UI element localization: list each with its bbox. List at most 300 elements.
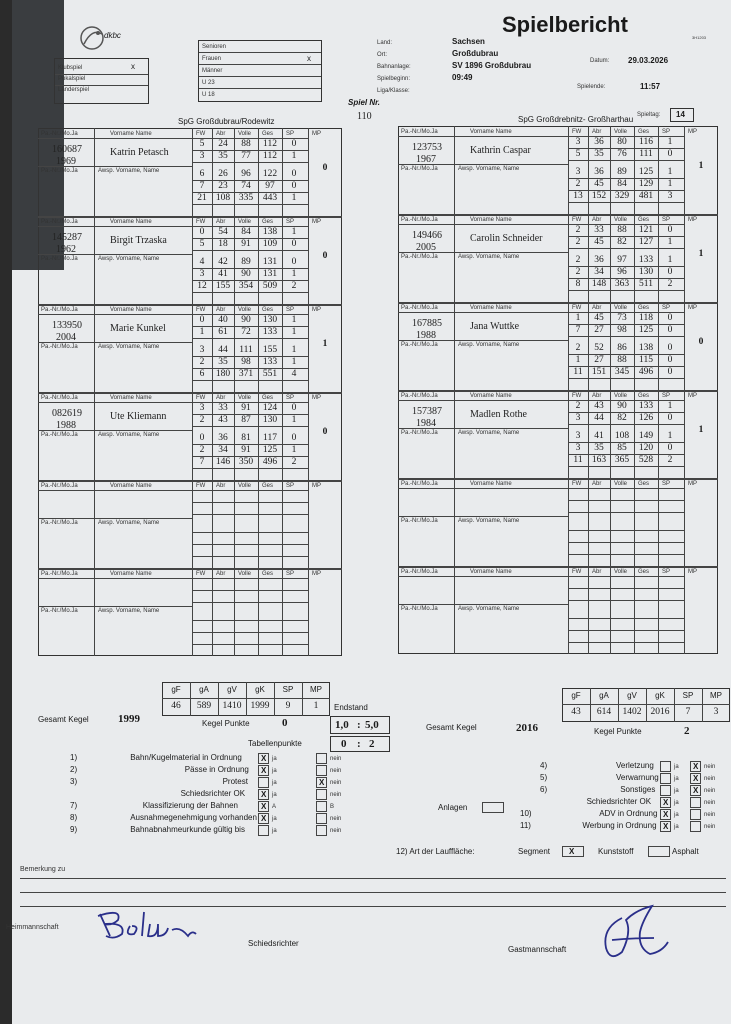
game-cell: 0 (667, 313, 673, 323)
row-divider (199, 76, 321, 77)
game-cell: 90 (617, 401, 627, 411)
checklist-nein-box[interactable] (316, 789, 327, 800)
endstand-home: 1,0 (335, 719, 349, 731)
col-line (234, 568, 235, 656)
col-sp-label: SP (286, 307, 295, 313)
game-cell: 0 (667, 413, 673, 423)
checklist-nein-mark: X (693, 786, 699, 795)
col-sp-label: SP (662, 217, 671, 223)
row-line (192, 514, 308, 515)
game-cell: 2 (575, 267, 581, 277)
col-line (568, 478, 569, 566)
game-cell: 127 (638, 237, 654, 247)
player-name: Katrin Petasch (110, 147, 169, 158)
col-pass-label: Pa.-Nr./Mo.Ja (401, 254, 438, 260)
checklist-ja-box[interactable] (258, 753, 269, 764)
checklist-label: Schiedsrichter OK (180, 789, 246, 798)
player-pass: 160687 (52, 144, 82, 155)
game-cell: 3 (199, 403, 205, 413)
col-fw-label: FW (572, 481, 582, 487)
col-sub-label: Awsp. Vorname, Name (98, 344, 160, 350)
game-cell: 129 (638, 179, 654, 189)
checklist-label: Verletzung (616, 761, 654, 770)
summary-label-MP: MP (310, 685, 322, 694)
row-line (568, 202, 684, 203)
total-cell: 3 (667, 191, 673, 201)
summary-value-SP: 7 (685, 707, 691, 717)
checklist-ja-box[interactable] (660, 797, 671, 808)
player-divider (398, 302, 718, 304)
player-divider (398, 214, 718, 216)
col-pass-label: Pa.-Nr./Mo.Ja (401, 430, 438, 436)
gast-label: Gastmannschaft (508, 945, 567, 954)
checklist-nein-box[interactable] (690, 809, 701, 820)
game-cell: 45 (594, 237, 604, 247)
game-cell: 0 (291, 257, 297, 267)
player-pass: 149466 (412, 230, 442, 241)
checklist-ja-box[interactable] (660, 761, 671, 772)
game-cell: 44 (218, 345, 228, 355)
game-cell: 45 (594, 179, 604, 189)
checklist-ja-box[interactable] (660, 773, 671, 784)
game-cell: 112 (263, 139, 277, 149)
summary-value-gF: 46 (171, 701, 181, 711)
total-cell: 8 (575, 279, 581, 289)
col-line (684, 566, 685, 654)
game-cell: 5 (575, 149, 581, 159)
col-fw-label: FW (572, 129, 582, 135)
total-cell: 1 (291, 193, 297, 203)
checklist-num: 3) (70, 777, 78, 786)
game-cell: 5 (199, 139, 205, 149)
spieltag-label: Spieltag: (637, 112, 661, 118)
game-cell: 1 (291, 445, 297, 455)
col-name-label: Vorname Name (110, 395, 152, 401)
row-line (568, 160, 684, 161)
game-cell: 124 (262, 403, 278, 413)
col-sub-label: Awsp. Vorname, Name (98, 608, 160, 614)
away-gesamt-kegel-label: Gesamt Kegel (426, 723, 477, 732)
player-divider (38, 304, 342, 306)
total-cell: 180 (215, 369, 231, 379)
row-line (568, 488, 684, 489)
checklist-ja-mark: X (261, 790, 267, 799)
total-cell: 350 (238, 457, 254, 467)
game-cell: 43 (594, 401, 604, 411)
game-cell: 138 (262, 227, 278, 237)
row-line (192, 162, 308, 163)
col-line (658, 566, 659, 654)
game-cell: 91 (241, 445, 251, 455)
game-cell: 2 (199, 415, 205, 425)
col-fw-label: FW (572, 569, 582, 575)
checklist-nein-box[interactable] (316, 801, 327, 812)
game-cell: 36 (594, 255, 604, 265)
col-pass-label: Pa.-Nr./Mo.Ja (401, 518, 438, 524)
total-cell: 2 (291, 281, 297, 291)
game-cell: 41 (594, 431, 604, 441)
game-cell: 1 (291, 345, 297, 355)
player-pass: 157387 (412, 406, 442, 417)
col-sp-label: SP (286, 219, 295, 225)
endstand-away: 5,0 (365, 719, 379, 731)
game-cell: 2 (199, 445, 205, 455)
checklist-nein-box[interactable] (316, 765, 327, 776)
col-pass-label: Pa.-Nr./Mo.Ja (41, 571, 78, 577)
checklist-ja-box[interactable] (660, 785, 671, 796)
checklist-ja-label: ja (272, 816, 277, 822)
game-cell: 35 (594, 443, 604, 453)
player-divider (38, 216, 342, 218)
gast-signature-icon (592, 902, 672, 972)
row-line (568, 600, 684, 601)
checklist-num: 4) (540, 761, 548, 770)
game-cell: 3 (575, 443, 581, 453)
player-name: Carolin Schneider (470, 233, 543, 244)
summary-value-gA: 614 (596, 707, 612, 717)
checklist-label: Bahn/Kugelmaterial in Ordnung (130, 753, 242, 762)
home-gesamt-kegel: 1999 (118, 713, 140, 725)
checklist-nein-box[interactable] (690, 773, 701, 784)
corner-code: 3H1203 (692, 35, 707, 40)
col-ges-label: Ges (638, 393, 650, 399)
col-mp-label: MP (688, 305, 697, 311)
game-cell: 1 (575, 313, 581, 323)
datum-value: 29.03.2026 (628, 56, 669, 65)
checklist-ja-label: ja (674, 800, 679, 806)
col-pass-label: Pa.-Nr./Mo.Ja (41, 483, 78, 489)
summary-label-gA: gA (199, 685, 209, 694)
checklist-ja-box[interactable] (660, 821, 671, 832)
game-cell: 77 (241, 151, 251, 161)
row-divider (199, 52, 321, 53)
row-line (192, 632, 308, 633)
row-divider (55, 74, 148, 75)
game-cell: 41 (218, 269, 228, 279)
col-ges-label: Ges (262, 131, 274, 137)
player-name: Marie Kunkel (110, 323, 166, 334)
summary-value-gK: 1999 (250, 701, 270, 711)
ort-value: Großdubrau (452, 49, 499, 58)
col-pass-label: Pa.-Nr./Mo.Ja (41, 344, 78, 350)
row-line (568, 500, 684, 501)
player-pass: 145287 (52, 232, 82, 243)
checklist-label: Werbung in Ordnung (582, 821, 657, 830)
player-divider (398, 566, 718, 568)
summary-value-SP: 9 (285, 701, 291, 711)
col-line (94, 480, 95, 568)
game-cell: 34 (218, 445, 228, 455)
col-line (94, 128, 95, 216)
checklist-ja-label: ja (674, 812, 679, 818)
col-volle-label: Volle (614, 393, 628, 399)
game-cell: 1 (199, 327, 205, 337)
checklist-ja-box[interactable] (258, 789, 269, 800)
col-line (258, 568, 259, 656)
total-cell: 163 (591, 455, 607, 465)
ort-label: Ort: (377, 52, 387, 58)
col-pass-label: Pa.-Nr./Mo.Ja (401, 606, 438, 612)
col-volle-label: Volle (238, 131, 252, 137)
checklist-nein-box[interactable] (690, 797, 701, 808)
col-sp-label: SP (662, 393, 671, 399)
col-abr-label: Abr (592, 305, 602, 311)
col-sp-label: SP (662, 569, 671, 575)
anlagen-label: Anlagen (438, 803, 468, 812)
row-line (568, 336, 684, 337)
col-pass-label: Pa.-Nr./Mo.Ja (41, 131, 78, 137)
away-team-name: SpG Großdrebnitz- Großharthau (518, 115, 634, 124)
player-mp: 0 (322, 427, 328, 437)
game-cell: 131 (262, 257, 278, 267)
col-mp-label: MP (312, 131, 321, 137)
game-cell: 1 (291, 415, 297, 425)
game-cell: 44 (594, 413, 604, 423)
dkbc-logo (78, 24, 138, 59)
checklist-nein-box[interactable] (316, 777, 327, 788)
game-cell: 54 (218, 227, 228, 237)
heim-signature-icon (92, 906, 202, 946)
checklist-nein-box[interactable] (316, 813, 327, 824)
row-line (568, 642, 684, 643)
game-cell: 111 (239, 345, 253, 355)
checklist-nein-box[interactable] (690, 785, 701, 796)
game-cell: 3 (575, 431, 581, 441)
col-abr-label: Abr (216, 483, 226, 489)
checklist-ja-label: ja (272, 756, 277, 762)
game-cell: 118 (639, 313, 653, 323)
checklist-num: 7) (70, 801, 78, 810)
game-cell: 2 (575, 225, 581, 235)
checklist-ja-box[interactable] (258, 777, 269, 788)
col-line (684, 478, 685, 566)
row-line (568, 530, 684, 531)
player-year: 1962 (56, 244, 76, 255)
col-ges-label: Ges (262, 395, 274, 401)
game-cell: 0 (291, 239, 297, 249)
game-cell: 1 (667, 179, 673, 189)
col-line (212, 568, 213, 656)
game-cell: 3 (575, 413, 581, 423)
game-cell: 80 (617, 137, 627, 147)
game-cell: 1 (667, 137, 673, 147)
player-mp: 1 (698, 249, 704, 259)
away-gesamt-kegel: 2016 (516, 722, 538, 734)
col-ges-label: Ges (638, 217, 650, 223)
col-line (588, 566, 589, 654)
anlagen-box[interactable] (482, 802, 504, 813)
league-label: U 18 (202, 92, 215, 98)
row-line (192, 556, 308, 557)
checklist-ja-box[interactable] (660, 809, 671, 820)
game-cell: 130 (262, 315, 278, 325)
col-pass-label: Pa.-Nr./Mo.Ja (41, 520, 78, 526)
checklist-num: 8) (70, 813, 78, 822)
player-divider (38, 392, 342, 394)
checklist-ja-box[interactable] (258, 813, 269, 824)
total-cell: 7 (199, 457, 205, 467)
row-line (192, 590, 308, 591)
checklist-nein-box[interactable] (316, 753, 327, 764)
col-abr-label: Abr (216, 307, 226, 313)
total-cell: 509 (262, 281, 278, 291)
game-cell: 2 (575, 343, 581, 353)
checklist-ja-label: ja (272, 792, 277, 798)
game-cell: 130 (262, 415, 278, 425)
game-cell: 33 (218, 403, 228, 413)
kunststoff-checkbox[interactable] (648, 846, 670, 857)
score-sheet (6, 0, 731, 1024)
home-team-name: SpG Großdubrau/Rodewitz (178, 117, 275, 126)
col-name-label: Vorname Name (110, 131, 152, 137)
game-cell: 52 (594, 343, 604, 353)
sub-line (38, 518, 192, 519)
bemerkung-line-1 (20, 878, 726, 879)
game-cell: 89 (241, 257, 251, 267)
game-cell: 1 (667, 255, 673, 265)
checklist-ja-label: ja (272, 768, 277, 774)
player-divider (398, 478, 718, 480)
col-abr-label: Abr (216, 219, 226, 225)
game-cell: 126 (638, 413, 654, 423)
col-sub-label: Awsp. Vorname, Name (458, 430, 520, 436)
summary-value-gV: 1402 (622, 707, 642, 717)
checklist-ja-mark: X (261, 814, 267, 823)
col-line (454, 390, 455, 478)
col-ges-label: Ges (262, 219, 274, 225)
spielende-label: Spielende: (577, 84, 606, 90)
game-cell: 4 (199, 257, 205, 267)
player-pass: 167885 (412, 318, 442, 329)
game-cell: 74 (241, 181, 251, 191)
row-line (568, 542, 684, 543)
summary-value-gA: 589 (196, 701, 212, 711)
lauffläche-label: 12) Art der Lauffläche: (396, 847, 475, 856)
col-volle-label: Volle (238, 395, 252, 401)
col-pass-label: Pa.-Nr./Mo.Ja (401, 129, 438, 135)
game-cell: 45 (594, 313, 604, 323)
checklist-num: 2) (70, 765, 78, 774)
player-pass: 082619 (52, 408, 82, 419)
total-cell: 528 (638, 455, 654, 465)
col-mp-label: MP (688, 393, 697, 399)
spielende-value: 11:57 (640, 82, 661, 91)
col-mp-label: MP (688, 481, 697, 487)
col-abr-label: Abr (592, 569, 602, 575)
checklist-nein-box[interactable] (690, 761, 701, 772)
checklist-label: Ausnahmegenehmigung vorhanden (130, 813, 257, 822)
col-line (94, 304, 95, 392)
spiel-nr-value: 110 (357, 111, 372, 122)
total-cell: 4 (291, 369, 297, 379)
game-cell: 117 (263, 433, 277, 443)
total-cell: 551 (262, 369, 278, 379)
game-cell: 97 (265, 181, 275, 191)
col-line (454, 126, 455, 214)
checklist-num: 11) (520, 821, 531, 830)
row-line (192, 502, 308, 503)
logo-text: dkbc (104, 31, 121, 40)
checklist-nein-label: nein (704, 776, 716, 782)
col-sub-label: Awsp. Vorname, Name (458, 254, 520, 260)
checklist-ja-box[interactable] (258, 765, 269, 776)
game-cell: 33 (594, 225, 604, 235)
game-cell: 76 (617, 149, 627, 159)
col-mp-label: MP (688, 129, 697, 135)
game-cell: 133 (638, 401, 654, 411)
spiel-nr-label: Spiel Nr. (348, 98, 381, 107)
total-cell: 148 (591, 279, 607, 289)
segment-checkbox[interactable] (562, 846, 584, 857)
col-line (588, 478, 589, 566)
checklist-ja-label: ja (674, 776, 679, 782)
col-sp-label: SP (662, 305, 671, 311)
col-pass-label: Pa.-Nr./Mo.Ja (41, 219, 78, 225)
row-divider (55, 85, 148, 86)
home-kegel-punkte: 0 (282, 717, 288, 729)
row-line (568, 466, 684, 467)
checklist-nein-box[interactable] (690, 821, 701, 832)
match-type-box (54, 58, 149, 104)
summary-label-gV: gV (627, 691, 637, 700)
col-name-label: Vorname Name (110, 307, 152, 313)
game-cell: 82 (617, 237, 627, 247)
col-volle-label: Volle (614, 217, 628, 223)
sub-line (38, 606, 192, 607)
checklist-label: Protest (222, 777, 248, 786)
checklist-num: 9) (70, 825, 78, 834)
game-cell: 1 (291, 151, 297, 161)
checklist-ja-label: ja (272, 828, 277, 834)
col-fw-label: FW (196, 571, 206, 577)
col-pass-label: Pa.-Nr./Mo.Ja (401, 569, 438, 575)
tabellenpunkte-label: Tabellenpunkte (248, 739, 302, 748)
player-pass: 123753 (412, 142, 442, 153)
total-cell: 335 (238, 193, 254, 203)
game-cell: 108 (614, 431, 630, 441)
bemerkung-line-2 (20, 892, 726, 893)
match-type-label: Pokalspiel (58, 76, 86, 82)
checklist-nein-label: B (330, 804, 335, 810)
home-gesamt-kegel-label: Gesamt Kegel (38, 715, 89, 724)
col-sub-label: Awsp. Vorname, Name (98, 432, 160, 438)
row-line (192, 544, 308, 545)
summary-label-MP: MP (710, 691, 722, 700)
total-cell: 329 (614, 191, 630, 201)
row-line (192, 532, 308, 533)
game-cell: 0 (667, 325, 673, 335)
col-pass-label: Pa.-Nr./Mo.Ja (41, 432, 78, 438)
game-cell: 138 (638, 343, 654, 353)
total-cell: 152 (591, 191, 607, 201)
total-cell: 511 (639, 279, 653, 289)
col-sub-label: Awsp. Vorname, Name (98, 256, 160, 262)
total-cell: 155 (215, 281, 231, 291)
row-line (192, 426, 308, 427)
checklist-nein-label: nein (704, 824, 716, 830)
game-cell: 2 (575, 237, 581, 247)
checklist-nein-box[interactable] (316, 825, 327, 836)
checklist-ja-label: ja (272, 780, 277, 786)
game-cell: 86 (617, 343, 627, 353)
col-line (282, 480, 283, 568)
total-cell: 151 (591, 367, 607, 377)
game-cell: 26 (218, 169, 228, 179)
checklist-ja-label: ja (674, 824, 679, 830)
checklist-ja-box[interactable] (258, 825, 269, 836)
checklist-ja-box[interactable] (258, 801, 269, 812)
game-cell: 96 (617, 267, 627, 277)
